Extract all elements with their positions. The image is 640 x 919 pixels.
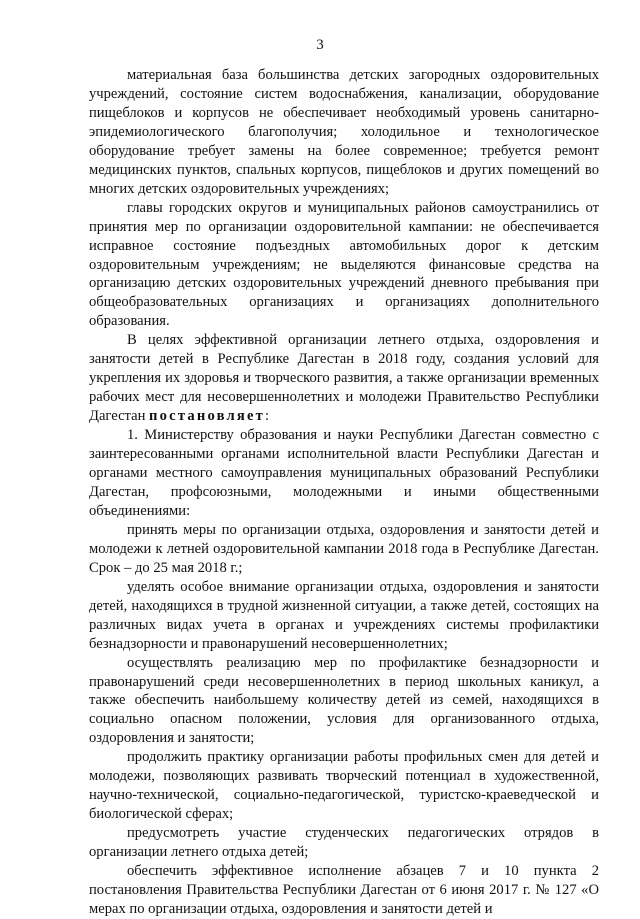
paragraph-measures: принять меры по организации отдыха, оздоровления и занятости детей и молодежи к летней оздоровительной кампании 2018 года в Республике Дагестан. Срок – до 25 мая 2018 г.;: [89, 521, 599, 576]
decree-word: постановляет: [149, 408, 266, 425]
paragraph-prevention: осуществлять реализацию мер по профилактике безнадзорности и правонарушений среди несовершеннолетних в период школьных каникул, а также обеспечить наибольшему количеству детей из семей, находящихся в социально опасном положении, условия для организованного отдыха, оздоровления и занятости;: [89, 654, 599, 747]
paragraph-execution: обеспечить эффективное исполнение абзацев 7 и 10 пункта 2 постановления Правительства Республики Дагестан от 6 июня 2017 г. № 127 «О мерах по организации отдыха, оздоровления и занятости детей и: [89, 863, 599, 917]
paragraph-profile-shifts: продолжить практику организации работы профильных смен для детей и молодежи, позволяющих развивать творческий потенциал в художественной, научно-технической, социально-педагогической, туристско-краеведческой и биологической сферах;: [89, 749, 599, 823]
paragraph-special-attention: уделять особое внимание организации отдыха, оздоровления и занятости детей, находящихся в трудной жизненной ситуации, а также детей, состоящих на различных видах учета в органах и учреждениях системы профилактики безнадзорности и правонарушений несовершеннолетних;: [89, 578, 599, 652]
paragraph-student-teams: предусмотреть участие студенческих педагогических отрядов в организации летнего отдыха детей;: [89, 825, 599, 861]
preamble-text: В целях эффективной организации летнего отдыха, оздоровления и занятости детей в Республике Дагестан в 2018 году, создания условий для укрепления их здоровья и творческого развития, а также организации временных рабочих мест для несовершеннолетних и молодежи Правительство Республики Дагестан: [89, 332, 599, 425]
document-body: [89, 66, 599, 919]
page-number: 3: [316, 37, 324, 53]
paragraph-preamble: [89, 331, 599, 426]
paragraph-facilities: материальная база большинства детских загородных оздоровительных учреждений, состояние систем водоснабжения, канализации, оборудование пищеблоков и корпусов не обеспечивает необходимый уровень санитарно-эпидемиологического благополучия; холодильное и технологическое оборудование требует замены на более современное; требуется ремонт медицинских пунктов, спальных корпусов, пищеблоков и других помещений во многих детских оздоровительных учреждениях;: [89, 67, 599, 197]
paragraph-local-heads: главы городских округов и муниципальных районов самоустранились от принятия мер по организации оздоровительной кампании: не обеспечивается исправное состояние подъездных автомобильных дорог к детским оздоровительным учреждениям; не выделяются финансовые средства на организацию детских оздоровительных учреждений дневного пребывания при общеобразовательных организациях и организациях дополнительного образования.: [89, 199, 599, 330]
decree-colon: :: [265, 408, 270, 425]
paragraph-item-1: 1. Министерству образования и науки Республики Дагестан совместно с заинтересованными органами исполнительной власти Республики Дагестан и органами местного самоуправления муниципальных образований Республики Дагестан, профсоюзными, молодежными и иными общественными объединениями:: [89, 427, 599, 519]
